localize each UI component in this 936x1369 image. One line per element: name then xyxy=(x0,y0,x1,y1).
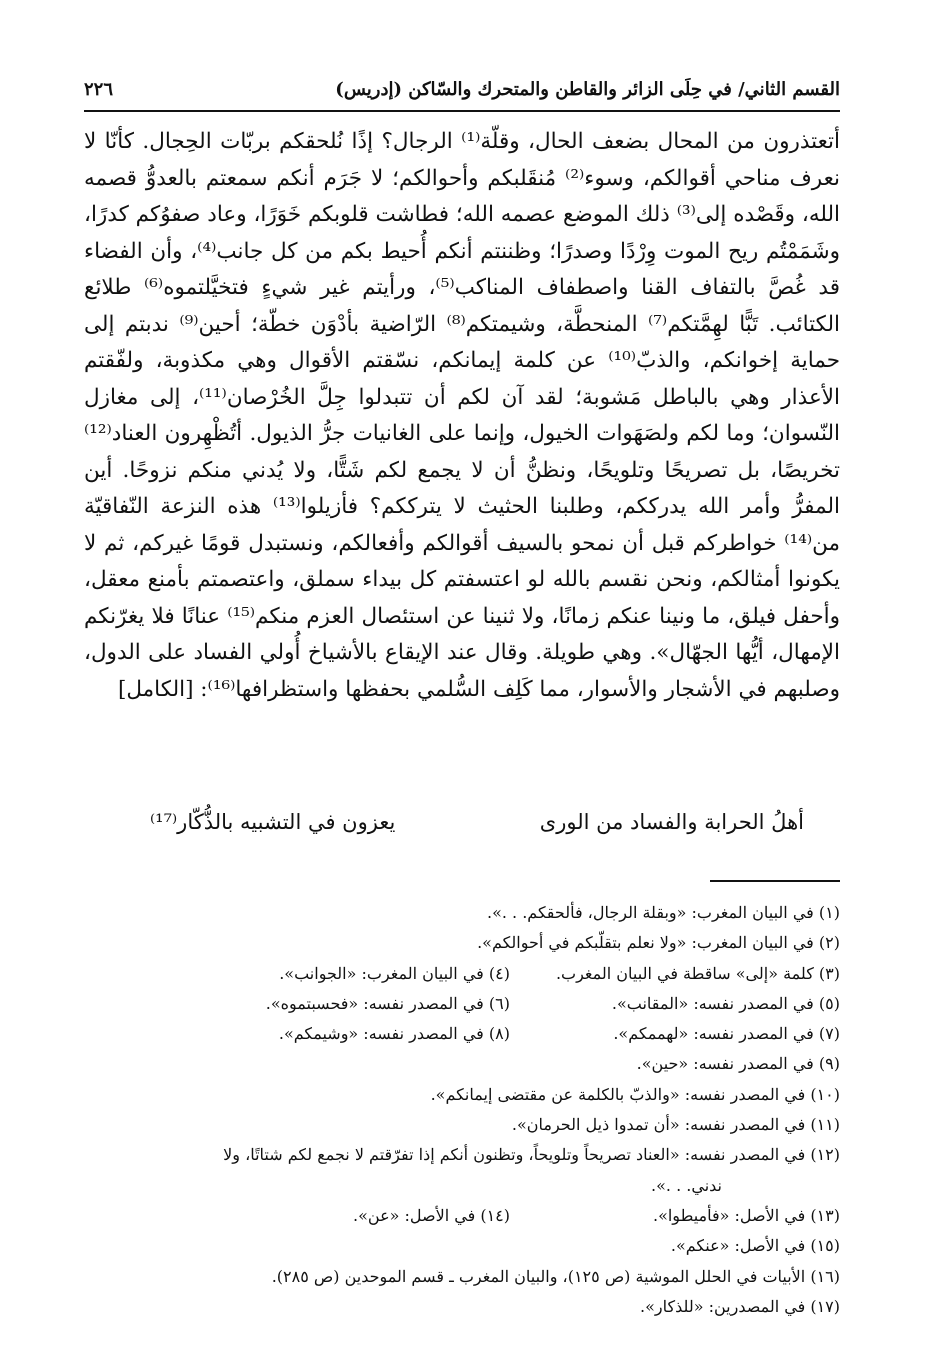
footnote: (٢) في البيان المغرب: «ولا نعلم بتقلّبكم في أحوالكم». xyxy=(477,933,840,953)
footnote-row xyxy=(96,989,840,1019)
footnote: (١٤) في الأصل: «عن». xyxy=(353,1205,510,1225)
footnote: (١٣) في الأصل: «فأميطوا». xyxy=(652,1205,840,1225)
footnote-row xyxy=(96,928,840,958)
header-rule xyxy=(84,110,840,112)
footnote: (٨) في المصدر نفسه: «وشيمكم». xyxy=(278,1024,510,1044)
footnote-continuation xyxy=(96,1171,840,1201)
verse-first-hemistich: أهلُ الحرابة والفساد من الورى xyxy=(539,810,804,834)
page-header xyxy=(84,72,840,106)
footnote-row xyxy=(96,1140,840,1170)
footnote-row xyxy=(96,1292,840,1322)
footnote: (١١) في المصدر نفسه: «أن تمدوا ذيل الحرمان». xyxy=(511,1115,840,1135)
footnote-row xyxy=(96,959,840,989)
paragraph: أتعتذرون من المحال بضعف الحال، وقلّة⁽¹⁾ الرجال؟ إذًا نُلحقكم بربّات الحِجال. كأنّا لا نعرف مناحي أقوالكم، وسوء⁽²⁾ مُنقَلبكم وأحوالكم؛ لا جَرَم أنكم سمعتم بالعدوُّ قصمه الله، وقَصْده إلى⁽³⁾ ذلك الموضع عصمه الله؛ فطاشت قلوبكم خَوَرًا، وعاد صفوُكم كدرًا، وشَمَمْتُم ريح الموت وِرْدًا وصدرًا؛ وظننتم أنكم أُحيط بكم من كل جانب⁽⁴⁾، وأن الفضاء قد غُصَّ بالتفاف القنا واصطفاف المناكب⁽⁵⁾، ورأيتم غير شيءٍ فتخيَّلتموه⁽⁶⁾ طلائع الكتائب. تَبًّا لهِمَّتكم⁽⁷⁾ المنحطَّة، وشيمتكم⁽⁸⁾ الرّاضية بأدْوَن خطّة؛ أحين⁽⁹⁾ ندبتم إلى حماية إخوانكم، والذبّ⁽¹⁰⁾ عن كلمة إيمانكم، نسّقتم الأقوال وهي مكذوبة، ولفّقتم الأعذار وهي بالباطل مَشوبة؛ لقد آن لكم أن تتبدلوا جِلَّ الخُرْصان⁽¹¹⁾، إلى مغازل النّسوان؛ وما لكم ولصَهَوات الخيول، وإنما على الغانيات جرُّ الذيول. أتُظْهِرون العناد⁽¹²⁾ تخريصًا، بل تصريحًا وتلويحًا، ونظنُّ أن لا يجمع لكم شَتًّا، ولا يُدني منكم نزوحًا. أين المفرُّ وأمر الله يدرككم، وطلبنا الحثيث لا يترككم؟ فأزيلوا⁽¹³⁾ هذه النزعة النّفاقيّة من⁽¹⁴⁾ خواطركم قبل أن نمحو بالسيف أقوالكم وأفعالكم، ونستبدل قومًا غيركم، ثم لا يكونوا أمثالكم، ونحن نقسم بالله لو اعتسفتم كل بيداء سملق، واعتصمتم بأمنع معقل، وأحفل فيلق، ما ونينا عنكم زمانًا، ولا ثنينا عن استئصال العزم منكم⁽¹⁵⁾ عنانًا فلا يغرّنكم الإمهال، أيُّها الجهّال». وهي طويلة. وقال عند الإيقاع بالأشياخ أُولي الفساد على الدول، وصلبهم في الأشجار والأسوار، مما كَلِف السُّلمي بحفظها واستظرافها⁽¹⁶⁾: [الكامل] xyxy=(84,129,841,702)
footnote-row xyxy=(96,1110,840,1140)
footnote: (١) في البيان المغرب: «وبقلة الرجال، فألحقكم. . .». xyxy=(486,903,840,922)
footnote-row xyxy=(96,1201,840,1231)
footnote-row xyxy=(96,898,840,928)
footnote-row xyxy=(96,1019,840,1049)
footnote-rule xyxy=(710,880,840,882)
footnote: (٩) في المصدر نفسه: «حين». xyxy=(636,1054,840,1074)
footnote-row xyxy=(96,1231,840,1261)
footnote: (٧) في المصدر نفسه: «لهممكم». xyxy=(613,1024,840,1044)
verse-second-hemistich: يعزون في التشبيه بالذُّكّار⁽¹⁷⁾ xyxy=(150,810,396,834)
footnote-row xyxy=(96,1262,840,1292)
poetry-verse xyxy=(150,810,804,834)
footnote: (٤) في البيان المغرب: «الجوانب». xyxy=(279,963,510,983)
footnote: (١٧) في المصدرين: «للذكار». xyxy=(640,1296,840,1316)
footnote-row xyxy=(96,1080,840,1110)
footnote-row xyxy=(96,1049,840,1079)
footnote: (٣) كلمة «إلى» ساقطة في البيان المغرب. xyxy=(555,963,840,983)
footnote: ندني. . .». xyxy=(651,1175,722,1195)
footnote: (٦) في المصدر نفسه: «فحسبتموه». xyxy=(265,993,510,1013)
running-title: القسم الثاني/ في حِلَى الزائر والقاطن والمتحرك والسّاكن (إدريس) xyxy=(335,78,840,100)
footnote: (١٠) في المصدر نفسه: «والذبّ بالكلمة عن مقتضى إيمانكم». xyxy=(430,1084,840,1104)
footnote: (١٦) الأبيات في الحلل الموشية (ص ١٢٥)، والبيان المغرب ـ قسم الموحدين (ص ٢٨٥). xyxy=(271,1266,840,1286)
footnote: (١٥) في الأصل: «عنكم». xyxy=(670,1236,840,1256)
page-number: ٢٢٦ xyxy=(84,78,114,100)
footnote: (٥) في المصدر نفسه: «المقانب». xyxy=(611,993,840,1013)
footnotes xyxy=(96,898,840,1322)
main-text xyxy=(84,124,840,708)
footnote: (١٢) في المصدر نفسه: «العناد تصريحاً وتلويحاً، وتظنون أنكم إذا تفرّقتم لا نجمع لكم شتاتًا، ولا xyxy=(223,1145,840,1165)
